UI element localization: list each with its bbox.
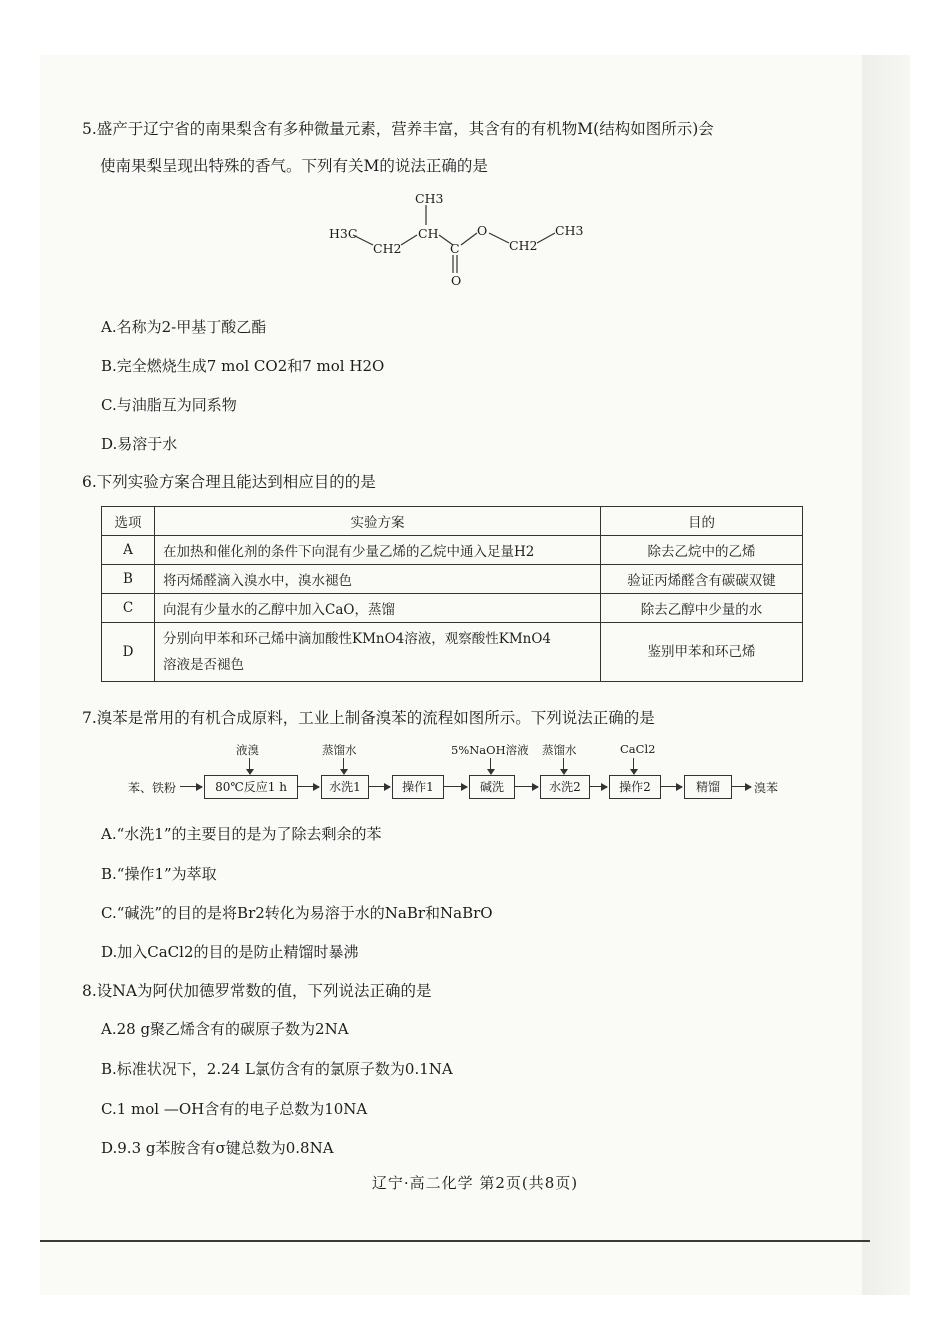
header-goal: 目的 xyxy=(601,507,803,536)
o-carbonyl: O xyxy=(451,273,462,288)
q8-option-c: C.1 mol —OH含有的电子总数为10NA xyxy=(101,1100,368,1118)
table-header-row xyxy=(102,507,803,536)
row-goal: 除去乙醇中少量的水 xyxy=(601,594,803,623)
flow-arrow xyxy=(731,786,751,787)
bottom-rule xyxy=(40,1240,870,1242)
row-option: C xyxy=(102,594,155,623)
flow-arrow xyxy=(589,786,607,787)
c-carbonyl: C xyxy=(450,241,460,256)
q5-option-a: A.名称为2-甲基丁酸乙酯 xyxy=(101,318,267,336)
q5-option-b: B.完全燃烧生成7 mol CO2和7 mol H2O xyxy=(101,357,385,375)
ch: CH xyxy=(418,226,439,241)
row-plan xyxy=(155,623,601,682)
row-plan-line1: 分别向甲苯和环己烯中滴加酸性KMnO4溶液，观察酸性KMnO4 xyxy=(163,631,552,647)
flow-label: 液溴 xyxy=(236,743,259,757)
q8-option-b: B.标准状况下，2.24 L氯仿含有的氯原子数为0.1NA xyxy=(101,1060,453,1078)
flow-output: 溴苯 xyxy=(754,781,779,795)
q7-option-d: D.加入CaCl2的目的是防止精馏时暴沸 xyxy=(101,943,359,961)
table-row xyxy=(102,623,803,682)
row-plan-line2: 溶液是否褪色 xyxy=(163,657,244,673)
flow-step: 碱洗 xyxy=(469,775,515,799)
q5-option-c: C.与油脂互为同系物 xyxy=(101,396,237,414)
flow-step: 精馏 xyxy=(684,775,732,799)
row-option: B xyxy=(102,565,155,594)
flow-step: 水洗2 xyxy=(540,775,590,799)
q5-stem-line2: 使南果梨呈现出特殊的香气。下列有关M的说法正确的是 xyxy=(100,157,488,175)
row-goal: 鉴别甲苯和环己烯 xyxy=(601,623,803,682)
o-ester: O xyxy=(477,223,488,238)
flow-arrow xyxy=(514,786,538,787)
q5-stem-line1: 5.盛产于辽宁省的南果梨含有多种微量元素，营养丰富，其含有的有机物M(结构如图所示)会 xyxy=(82,120,714,138)
flow-step: 操作1 xyxy=(392,775,444,799)
flow-arrow xyxy=(660,786,682,787)
flow-step: 80℃反应1 h xyxy=(204,775,298,799)
flow-arrow xyxy=(443,786,467,787)
row-plan: 将丙烯醛滴入溴水中，溴水褪色 xyxy=(155,565,601,594)
table-row xyxy=(102,536,803,565)
flow-arrow xyxy=(297,786,319,787)
q8-stem: 8.设NA为阿伏加德罗常数的值，下列说法正确的是 xyxy=(82,982,432,1000)
ch3-right: CH3 xyxy=(555,223,584,238)
q8-option-d: D.9.3 g苯胺含有σ键总数为0.8NA xyxy=(101,1139,334,1157)
q6-stem: 6.下列实验方案合理且能达到相应目的的是 xyxy=(82,473,376,491)
row-goal: 除去乙烷中的乙烯 xyxy=(601,536,803,565)
q6-table xyxy=(101,506,803,682)
q7-option-b: B.“操作1”为萃取 xyxy=(101,865,217,883)
header-plan: 实验方案 xyxy=(155,507,601,536)
flow-down-arrow xyxy=(490,758,491,773)
page-footer: 辽宁·高二化学 第2页(共8页) xyxy=(371,1174,579,1192)
flow-down-arrow xyxy=(249,758,250,773)
table-row xyxy=(102,565,803,594)
q7-stem: 7.溴苯是常用的有机合成原料，工业上制备溴苯的流程如图所示。下列说法正确的是 xyxy=(82,709,655,727)
ch2-right: CH2 xyxy=(509,238,538,253)
row-plan: 在加热和催化剂的条件下向混有少量乙烯的乙烷中通入足量H2 xyxy=(155,536,601,565)
flow-label: 蒸馏水 xyxy=(322,743,357,757)
flow-step: 操作2 xyxy=(609,775,661,799)
row-goal: 验证丙烯醛含有碳碳双键 xyxy=(601,565,803,594)
row-option: D xyxy=(102,623,155,682)
row-plan: 向混有少量水的乙醇中加入CaO，蒸馏 xyxy=(155,594,601,623)
header-option: 选项 xyxy=(102,507,155,536)
q7-option-c: C.“碱洗”的目的是将Br2转化为易溶于水的NaBr和NaBrO xyxy=(101,904,493,922)
flow-arrow xyxy=(180,786,202,787)
structure-bonds xyxy=(325,185,605,295)
q7-option-a: A.“水洗1”的主要目的是为了除去剩余的苯 xyxy=(101,825,382,843)
flow-down-arrow xyxy=(343,758,344,773)
q8-option-a: A.28 g聚乙烯含有的碳原子数为2NA xyxy=(101,1020,349,1038)
flow-down-arrow xyxy=(633,758,634,773)
table-row xyxy=(102,594,803,623)
h3c: H3C xyxy=(329,226,358,241)
flow-arrow xyxy=(368,786,390,787)
row-option: A xyxy=(102,536,155,565)
flow-label: 蒸馏水 xyxy=(542,743,577,757)
scan-edge xyxy=(862,55,910,1295)
flow-label: CaCl2 xyxy=(620,742,656,756)
q5-option-d: D.易溶于水 xyxy=(101,435,178,453)
flow-label: 5%NaOH溶液 xyxy=(451,743,529,757)
flow-input: 苯、铁粉 xyxy=(128,781,177,795)
q7-flow-chart xyxy=(128,742,788,812)
flow-step: 水洗1 xyxy=(321,775,369,799)
ch3-top: CH3 xyxy=(415,191,444,206)
structure-formula-m xyxy=(325,185,605,295)
flow-down-arrow xyxy=(563,758,564,773)
ch2-left: CH2 xyxy=(373,241,402,256)
